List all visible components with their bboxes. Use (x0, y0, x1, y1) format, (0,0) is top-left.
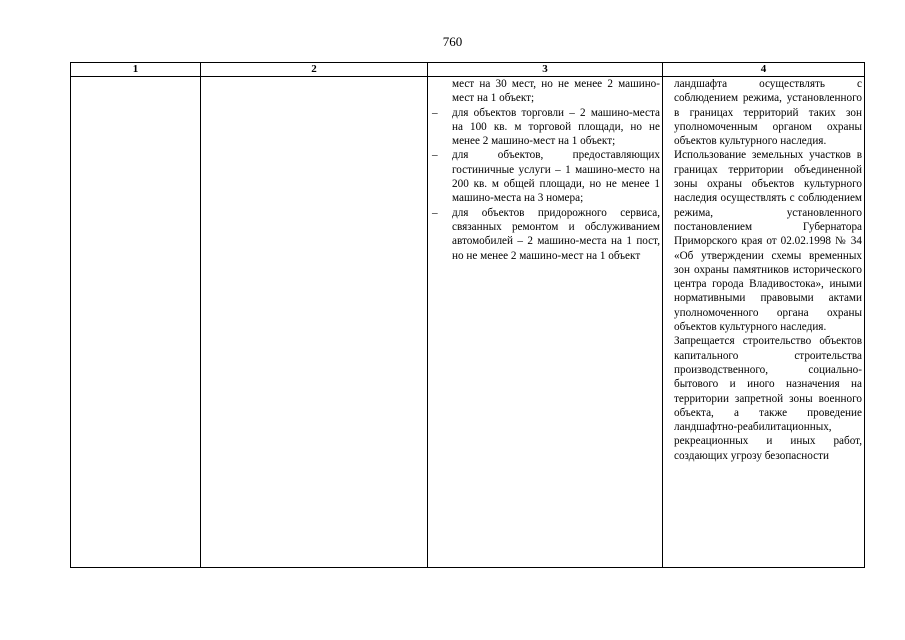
table-row (71, 77, 865, 568)
column-header-3: 3 (428, 63, 663, 77)
column-header-2: 2 (201, 63, 428, 77)
table-header-row (71, 63, 865, 77)
list-item: мест на 30 мест, но не менее 2 машино-мест на 1 объект; (452, 78, 660, 105)
cell-col-2 (201, 77, 428, 568)
page-number: 760 (442, 34, 463, 49)
column-header-4: 4 (663, 63, 865, 77)
list-item: – для объектов торговли – 2 машино-места на 100 кв. м торговой площади, но не менее 2 машино-мест на 1 объект; (430, 106, 660, 149)
regulation-table (70, 62, 865, 568)
paragraph: ландшафта осуществлять с соблюдением режима, установленного в границах территорий таких зон уполномоченным органом охраны объектов культурного наследия. (674, 78, 862, 148)
paragraph: Запрещается строительство объектов капитального строительства производственного, социально-бытового и иного назначения на территории запретной зоны военного объекта, а также проведение ландшафтно-реабилитационных, рекреационных и иных работ, создающих угрозу безопасности (674, 335, 862, 462)
cell-col-3 (428, 77, 663, 568)
column-header-1: 1 (71, 63, 201, 77)
list-item: – для объектов придорожного сервиса, связанных ремонтом и обслуживанием автомобилей – 2 машино-места на 1 пост, но не менее 2 машино-мест на 1 объект (430, 206, 660, 263)
cell-col-4 (663, 77, 865, 568)
parking-requirements-list (430, 77, 660, 263)
cell-col-1 (71, 77, 201, 568)
paragraph: Использование земельных участков в границах территории объединенной зоны охраны объектов культурного наследия осуществлять с соблюдением режима, установленного постановлением Губернатора Приморского края от 02.02.1998 № 34 «Об утверждении схемы временных зон охраны памятников исторического центра города Владивостока», иными нормативными правовыми актами уполномоченного органа охраны объектов культурного наследия. (674, 149, 862, 334)
list-item: – для объектов, предоставляющих гостиничные услуги – 1 машино-место на 200 кв. м общей площади, но не менее 1 машино-места на 3 номера; (430, 148, 660, 205)
